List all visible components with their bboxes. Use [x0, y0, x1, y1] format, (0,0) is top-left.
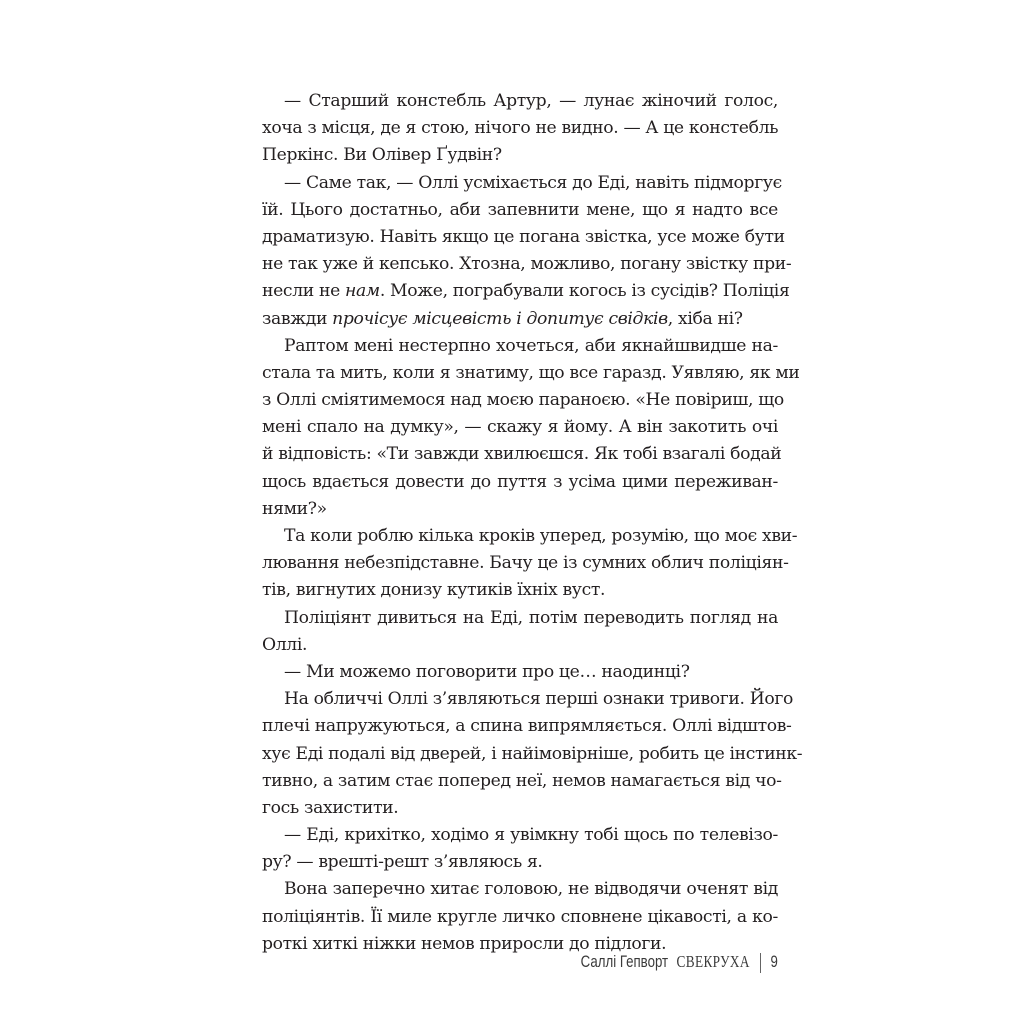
- page-number: 9: [770, 952, 778, 971]
- text-line: й відповість: «Ти завжди хвилюєшся. Як тобі взагалі бодай: [262, 444, 782, 465]
- text-line: поліціянтів. Її миле кругле личко сповнене цікавості, а ко-: [262, 906, 778, 927]
- text-line: з Оллі сміятимемося над моєю параноєю. «Не повіриш, що: [262, 390, 784, 411]
- text-line: Та коли роблю кілька кроків уперед, розумію, що моє хви-: [284, 526, 798, 546]
- emphasis-text: нам: [345, 281, 380, 302]
- text-line: лювання небезпідставне. Бачу це із сумних облич поліціян-: [262, 553, 789, 574]
- text-line: драматизую. Навіть якщо це погана звістка, усе може бути: [262, 226, 785, 247]
- footer-book-title: СВЕКРУХА: [676, 952, 750, 971]
- text-line: — Еді, крихітко, ходімо я увімкну тобі щось по телевізо-: [284, 825, 778, 846]
- emphasis-text: прочісує місцевість і допитує свідків: [332, 308, 668, 329]
- text-run: несли не: [262, 281, 346, 302]
- text-line: — Саме так, — Оллі усміхається до Еді, навіть підморгує: [284, 172, 782, 193]
- text-line: хоча з місця, де я стою, нічого не видно. — А це констебль: [262, 118, 779, 139]
- text-line: їй. Цього достатньо, аби запевнити мене, що я надто все: [262, 199, 778, 220]
- text-run: , хіба ні?: [667, 308, 743, 329]
- text-line: хує Еді подалі від дверей, і найімовірніше, робить це інстинк-: [262, 743, 803, 764]
- text-line: щось вдається довести до пуття з усіма цими переживан-: [262, 471, 778, 492]
- text-line: стала та мить, коли я знатиму, що все гаразд. Уявляю, як ми: [262, 362, 800, 383]
- text-line: тивно, а затим стає поперед неї, немов намагається від чо-: [262, 770, 782, 791]
- text-line: роткі хиткі ніжки немов приросли до підлоги.: [262, 933, 667, 954]
- text-line: нями?»: [262, 498, 327, 519]
- text-line: Перкінс. Ви Олівер Ґудвін?: [262, 145, 502, 166]
- footer-separator: [760, 953, 761, 973]
- text-line: [262, 306, 778, 333]
- text-line: Поліціянт дивиться на Еді, потім переводить погляд на: [284, 607, 778, 628]
- text-line: не так уже й кепсько. Хтозна, можливо, погану звістку при-: [262, 254, 792, 275]
- book-page-body: [262, 88, 803, 958]
- footer-author: Саллі Гепворт: [580, 952, 669, 971]
- text-line: Вона заперечно хитає головою, не відводячи оченят від: [284, 879, 778, 900]
- text-line: Оллі.: [262, 634, 308, 655]
- text-line: — Старший констебль Артур, — лунає жіночий голос,: [284, 91, 778, 111]
- text-run: завжди: [262, 308, 333, 329]
- text-line: Раптом мені нестерпно хочеться, аби якнайшвидше на-: [284, 335, 778, 356]
- text-line: тів, вигнутих донизу кутиків їхніх вуст.: [262, 580, 606, 601]
- page-footer: [581, 952, 778, 973]
- text-run: . Може, пограбували когось із сусідів? Поліція: [379, 281, 790, 302]
- text-line: На обличчі Оллі з’являються перші ознаки тривоги. Його: [284, 689, 794, 710]
- text-line: плечі напружуються, а спина випрямляється. Оллі відштов-: [262, 716, 792, 737]
- text-line: — Ми можемо поговорити про це… наодинці?: [284, 661, 690, 682]
- text-line: ру? — врешті-решт з’являюсь я.: [262, 852, 543, 873]
- text-line: мені спало на думку», — скажу я йому. А він закотить очі: [262, 417, 778, 438]
- text-line: [262, 278, 790, 305]
- text-line: гось захистити.: [262, 797, 399, 818]
